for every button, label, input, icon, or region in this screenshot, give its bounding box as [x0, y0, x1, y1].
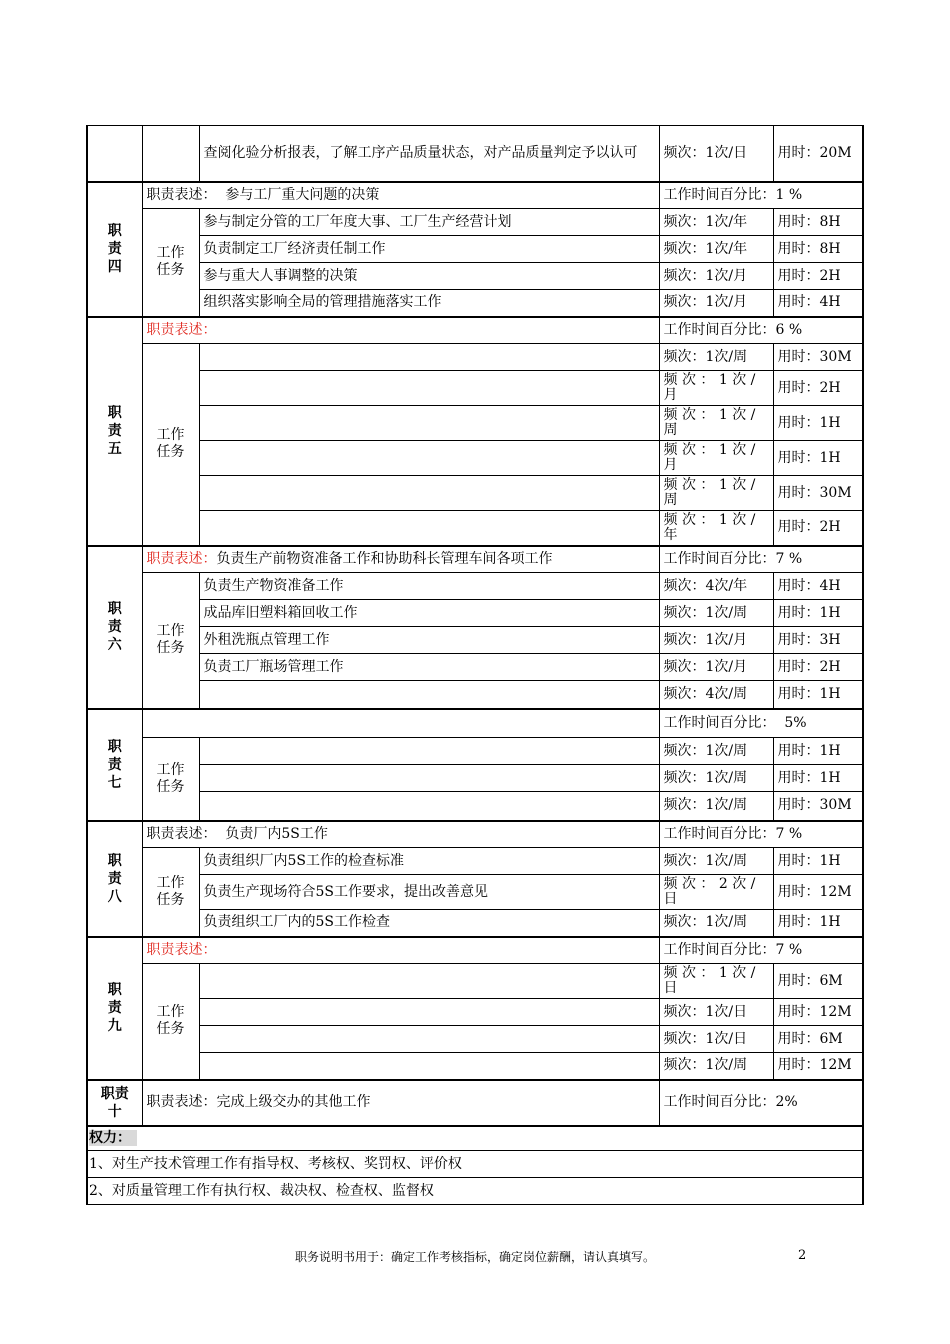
time-percentage: 工作时间百分比：2%	[659, 1080, 863, 1126]
task-duration: 用时：30M	[773, 476, 863, 511]
task-duration: 用时：2H	[773, 371, 863, 406]
task-row	[87, 681, 863, 709]
task-frequency: 频次：1次/周	[659, 344, 773, 371]
task-row	[87, 476, 863, 511]
task-text: 负责工厂瓶场管理工作	[199, 654, 659, 681]
time-percentage: 工作时间百分比：7 %	[659, 546, 863, 573]
duty-label	[87, 317, 142, 546]
duty-label	[87, 182, 142, 317]
task-frequency: 频次：4次/周	[659, 681, 773, 709]
task-row	[87, 573, 863, 600]
work-task-label	[142, 738, 199, 821]
task-frequency: 频次：1次/月	[659, 654, 773, 681]
task-frequency: 频次：1次/月	[659, 263, 773, 290]
task-frequency: 频次：1次/周	[659, 765, 773, 792]
task-duration: 用时：8H	[773, 209, 863, 236]
duty-row	[87, 709, 863, 738]
task-text: 负责生产物资准备工作	[199, 573, 659, 600]
duty-row	[87, 937, 863, 964]
duty-label	[87, 937, 142, 1080]
task-text	[199, 999, 659, 1026]
duty-description-prefix: 职责表述：	[146, 321, 217, 338]
power-item: 2、对质量管理工作有执行权、裁决权、检查权、监督权	[87, 1178, 863, 1205]
task-text	[199, 1053, 659, 1080]
task-duration: 用时：6M	[773, 1026, 863, 1053]
task-text	[199, 1026, 659, 1053]
task-text	[199, 765, 659, 792]
footer-note: 职务说明书用于：确定工作考核指标，确定岗位薪酬，请认真填写。	[294, 1250, 655, 1264]
task-row	[87, 209, 863, 236]
task-row	[87, 1026, 863, 1053]
work-task-label	[142, 573, 199, 709]
task-row	[87, 236, 863, 263]
page-number: 2	[798, 1248, 807, 1263]
work-task-label	[142, 964, 199, 1080]
duty-label-text: 职责四	[107, 223, 122, 275]
work-task-label	[142, 848, 199, 937]
task-text: 成品库旧塑料箱回收工作	[199, 600, 659, 627]
duty-label-text: 职责九	[107, 982, 122, 1034]
duty-label-text: 职责五	[107, 405, 122, 457]
task-frequency: 频 次 ： 1 次 /月	[659, 371, 773, 406]
powers-title: 权力：	[89, 1130, 137, 1146]
task-duration: 用时：1H	[773, 848, 863, 875]
task-frequency: 频次：4次/年	[659, 573, 773, 600]
duty-description-prefix: 职责表述：	[146, 941, 217, 958]
duty-description-prefix: 职责表述：	[146, 825, 217, 842]
task-row	[87, 371, 863, 406]
task-text: 负责制定工厂经济责任制工作	[199, 236, 659, 263]
task-frequency: 频次：1次/周	[659, 1053, 773, 1080]
task-row	[87, 263, 863, 290]
task-duration: 用时：30M	[773, 792, 863, 821]
task-duration: 用时：8H	[773, 236, 863, 263]
time-percentage: 工作时间百分比：7 %	[659, 821, 863, 848]
task-frequency: 频次：1次/日	[659, 999, 773, 1026]
task-row	[87, 765, 863, 792]
duty-description	[142, 317, 659, 344]
task-text: 负责组织厂内5S工作的检查标准	[199, 848, 659, 875]
time-percentage: 工作时间百分比：1 %	[659, 182, 863, 209]
time-percentage: 工作时间百分比： 5%	[659, 709, 863, 738]
task-frequency: 频次：1次/周	[659, 848, 773, 875]
task-text: 查阅化验分析报表，了解工序产品质量状态，对产品质量判定予以认可	[199, 126, 659, 182]
task-duration: 用时：30M	[773, 344, 863, 371]
task-frequency: 频 次 ： 1 次 /日	[659, 964, 773, 999]
duty-label-text: 职责六	[107, 601, 122, 653]
power-item: 1、对生产技术管理工作有指导权、考核权、奖罚权、评价权	[87, 1151, 863, 1178]
task-text	[199, 964, 659, 999]
task-duration: 用时：4H	[773, 290, 863, 317]
duty-row	[87, 546, 863, 573]
task-text	[199, 511, 659, 546]
duty-description-text: 负责厂内5S工作	[216, 825, 328, 842]
task-duration: 用时：2H	[773, 263, 863, 290]
duty-description	[142, 937, 659, 964]
task-frequency: 频次：1次/周	[659, 910, 773, 937]
task-row	[87, 848, 863, 875]
task-text: 组织落实影响全局的管理措施落实工作	[199, 290, 659, 317]
task-row	[87, 511, 863, 546]
task-row	[87, 406, 863, 441]
task-text	[199, 792, 659, 821]
task-frequency: 频次：1次/周	[659, 738, 773, 765]
job-description-table	[86, 125, 864, 1205]
task-row	[87, 738, 863, 765]
work-task-label-text: 工作任务	[156, 427, 185, 461]
work-task-label-text: 工作任务	[156, 245, 185, 279]
task-duration: 用时：2H	[773, 654, 863, 681]
task-row	[87, 999, 863, 1026]
duty-label	[87, 1080, 142, 1126]
power-item-row	[87, 1151, 863, 1178]
duty-description: 职责表述：完成上级交办的其他工作	[142, 1080, 659, 1126]
task-row	[87, 600, 863, 627]
duty-description-text: 负责生产前物资准备工作和协助科长管理车间各项工作	[216, 550, 553, 567]
task-text	[199, 344, 659, 371]
duty-row	[87, 317, 863, 344]
duty-label	[87, 546, 142, 709]
duty-label-text: 职责七	[107, 738, 122, 791]
work-task-label-text: 工作任务	[156, 623, 185, 657]
task-row	[87, 1053, 863, 1080]
task-duration: 用时：1H	[773, 738, 863, 765]
task-duration: 用时：1H	[773, 910, 863, 937]
task-frequency: 频次：1次/年	[659, 236, 773, 263]
duty-label	[87, 709, 142, 821]
task-duration: 用时：1H	[773, 600, 863, 627]
task-frequency: 频次：1次/月	[659, 290, 773, 317]
duty-row	[87, 1080, 863, 1126]
task-row	[87, 344, 863, 371]
task-text	[199, 681, 659, 709]
task-duration: 用时：6M	[773, 964, 863, 999]
task-frequency: 频 次 ： 1 次 /年	[659, 511, 773, 546]
powers-title-cell	[87, 1126, 863, 1151]
duty-description	[142, 709, 659, 738]
duty-description	[142, 182, 659, 209]
task-duration: 用时：4H	[773, 573, 863, 600]
task-text	[199, 476, 659, 511]
duty-label	[87, 821, 142, 937]
powers-header-row	[87, 1126, 863, 1151]
task-row	[87, 964, 863, 999]
task-text: 负责组织工厂内的5S工作检查	[199, 910, 659, 937]
task-duration: 用时：20M	[773, 126, 863, 182]
duty-description-prefix: 职责表述：	[146, 186, 217, 203]
time-percentage: 工作时间百分比：6 %	[659, 317, 863, 344]
task-row	[87, 627, 863, 654]
duty-description-prefix: 职责表述：	[146, 550, 217, 567]
task-text	[199, 441, 659, 476]
task-duration: 用时：1H	[773, 441, 863, 476]
task-frequency: 频 次 ： 2 次 /日	[659, 875, 773, 910]
task-row	[87, 792, 863, 821]
task-duration: 用时：1H	[773, 765, 863, 792]
work-task-label-text: 工作任务	[156, 874, 185, 908]
task-duration: 用时：1H	[773, 681, 863, 709]
task-frequency: 频次：1次/日	[659, 126, 773, 182]
task-frequency: 频 次 ： 1 次 /周	[659, 476, 773, 511]
top-task-row	[87, 126, 863, 182]
task-frequency: 频 次 ： 1 次 /周	[659, 406, 773, 441]
work-task-label	[142, 344, 199, 546]
duty-row	[87, 821, 863, 848]
task-text	[199, 738, 659, 765]
work-task-label	[142, 209, 199, 317]
task-frequency: 频 次 ： 1 次 /月	[659, 441, 773, 476]
duty-description-text: 参与工厂重大问题的决策	[216, 186, 380, 203]
work-task-label-text: 工作任务	[156, 761, 185, 795]
task-row	[87, 290, 863, 317]
task-frequency: 频次：1次/周	[659, 792, 773, 821]
task-text: 参与制定分管的工厂年度大事、工厂生产经营计划	[199, 209, 659, 236]
task-text: 负责生产现场符合5S工作要求，提出改善意见	[199, 875, 659, 910]
task-duration: 用时：2H	[773, 511, 863, 546]
task-duration: 用时：12M	[773, 875, 863, 910]
task-duration: 用时：12M	[773, 999, 863, 1026]
power-item-row	[87, 1178, 863, 1205]
task-row	[87, 910, 863, 937]
work-task-label-text: 工作任务	[156, 1004, 185, 1038]
task-text	[199, 406, 659, 441]
task-frequency: 频次：1次/月	[659, 627, 773, 654]
duty-row	[87, 182, 863, 209]
task-text	[199, 371, 659, 406]
task-duration: 用时：3H	[773, 627, 863, 654]
task-row	[87, 441, 863, 476]
task-duration: 用时：12M	[773, 1053, 863, 1080]
task-frequency: 频次：1次/年	[659, 209, 773, 236]
task-row	[87, 875, 863, 910]
duty-label-text: 职责八	[107, 852, 122, 905]
task-duration: 用时：1H	[773, 406, 863, 441]
task-text: 外租洗瓶点管理工作	[199, 627, 659, 654]
duty-description	[142, 546, 659, 573]
task-frequency: 频次：1次/周	[659, 600, 773, 627]
duty-label-text: 职责十	[100, 1085, 129, 1120]
task-frequency: 频次：1次/日	[659, 1026, 773, 1053]
task-text: 参与重大人事调整的决策	[199, 263, 659, 290]
duty-description	[142, 821, 659, 848]
time-percentage: 工作时间百分比：7 %	[659, 937, 863, 964]
task-row	[87, 654, 863, 681]
